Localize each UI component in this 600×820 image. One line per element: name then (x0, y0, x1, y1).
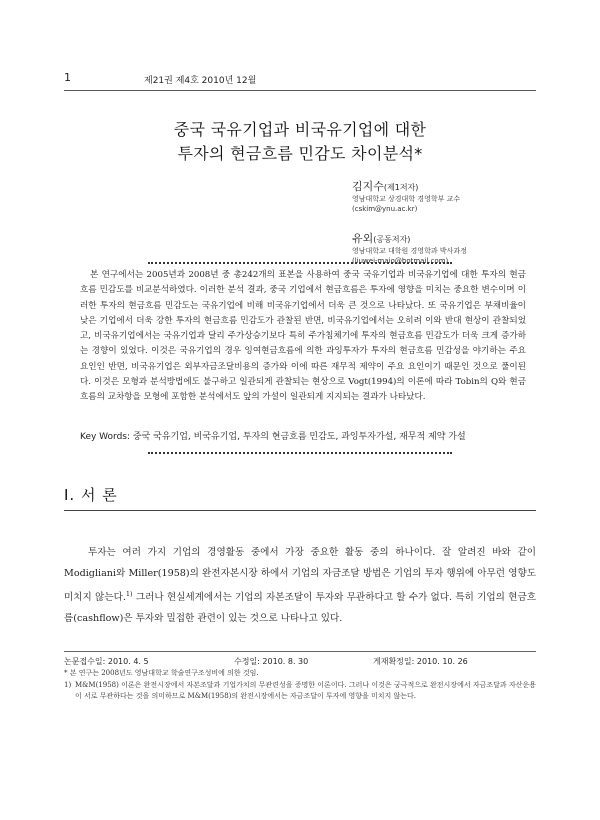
footnote-reference: 1) (125, 590, 133, 599)
keywords-line: Key Words: 중국 국유기업, 비국유기업, 투자의 현금흐름 민감도, 과잉투자가설, 재무적 제약 가설 (80, 432, 466, 442)
funding-note: * 본 연구는 2008년도 영남대학교 학술연구조성비에 의한 것임. (64, 669, 259, 677)
journal-info: 제21권 제4호 2010년 12월 (144, 76, 257, 86)
author-name: 김지수 (352, 180, 384, 193)
abstract-separator-top (148, 262, 452, 264)
section-heading: Ⅰ. 서 론 (64, 486, 118, 504)
author-role: (제1저자) (383, 183, 419, 192)
footnote-1-mark: 1) (64, 681, 72, 689)
author-affiliation: 영남대학교 대학원 경영학과 박사과정 (352, 247, 467, 255)
intro-text-part-2: 그러나 현실세계에서는 기업의 자본조달이 투자와 무관하다고 할 수가 없다. 특히 기업의 현금흐름(cashflow)은 투자와 밀접한 관련이 있는 것으로 나타나고 있다. (64, 592, 536, 624)
abstract-separator-bottom (148, 452, 452, 454)
intro-text-part-1: 투자는 여러 가지 기업의 경영활동 중에서 가장 중요한 활동 중의 하나이다. 잘 알려진 바와 같이 Modigliani와 Miller(1958)의 완전자본시장 하에서 기업의 자금조달 방법은 기업의 투자 행위에 아무런 영향도 미치지 않는다. (64, 547, 536, 604)
title-line-2: 투자의 현금흐름 민감도 차이분석* (177, 144, 423, 163)
footnote-rule (64, 651, 536, 652)
date-accepted: 게재확정일: 2010. 10. 26 (373, 657, 468, 666)
author-affiliation: 영남대학교 상경대학 경영학부 교수 (352, 195, 461, 203)
author-email: (cskim@ynu.ac.kr) (352, 205, 418, 213)
date-received: 논문접수일: 2010. 4. 5 (64, 657, 149, 666)
author-name: 유외 (352, 232, 374, 245)
author-1 (352, 175, 552, 214)
author-2 (352, 227, 552, 266)
footnote-1-text: M&M(1958) 이론은 완전시장에서 자본조달과 기업가치의 무관련성을 증명한 이론이다. 그러나 이것은 궁극적으로 완전시장에서 자금조달과 자산운용이 서로 무관하다는 것을 의미하므로 M&M(1958)의 완전시장에서는 자금조달이 투자에 영향을 미치지 않는다. (75, 681, 536, 700)
page-number: 1 (64, 71, 71, 84)
date-revised: 수정일: 2010. 8. 30 (234, 657, 309, 666)
section-rule (64, 510, 536, 511)
author-email: (liuwei-maio@hotmail.com) (352, 257, 449, 265)
author-role: (공동저자) (373, 235, 411, 244)
footnote-1 (64, 680, 536, 702)
abstract-text: 본 연구에서는 2005년과 2008년 중 총242개의 표본을 사용하여 중국 국유기업과 비국유기업에 대한 투자의 현금흐름 민감도를 비교분석하였다. 이러한 분석 결과, 중국 기업에서 현금흐름은 투자에 영향을 미치는 중요한 변수이며 이러한 투자의 현금흐름 민감도는 국유기업에 비해 비국유기업에서 더욱 큰 것으로 나타났다. 또 국유기업은 부채비율이 낮은 기업에서 더욱 강한 투자의 현금흐름 민감도가 관찰된 반면, 비국유기업에서는 오히려 이와 반대 현상이 관찰되었고, 비국유기업에서는 국유기업과 달리 주가상승기보다 특히 주가침체기에 투자의 현금흐름 민감도가 더욱 크게 증가하는 경향이 있었다. 이것은 국유기업의 경우 잉여현금흐름에 의한 과잉투자가 투자의 현금흐름 민감성을 야기하는 주요 요인인 반면, 비국유기업은 외부자금조달비용의 증가와 이에 따른 재무적 제약이 주요 요인이기 때문인 것으로 풀이된다. 이것은 모형과 분석방법에도 불구하고 일관되게 관찰되는 현상으로 Vogt(1994)의 이론에 따라 Tobin의 Q와 현금흐름의 교차항을 모형에 포함한 분석에서도 앞의 가설이 일관되게 지지되는 결과가 나타났다. (80, 270, 526, 403)
paper-title (64, 118, 536, 166)
intro-paragraph (64, 543, 536, 630)
header-rule (64, 90, 536, 91)
title-line-1: 중국 국유기업과 비국유기업에 대한 (173, 120, 427, 139)
